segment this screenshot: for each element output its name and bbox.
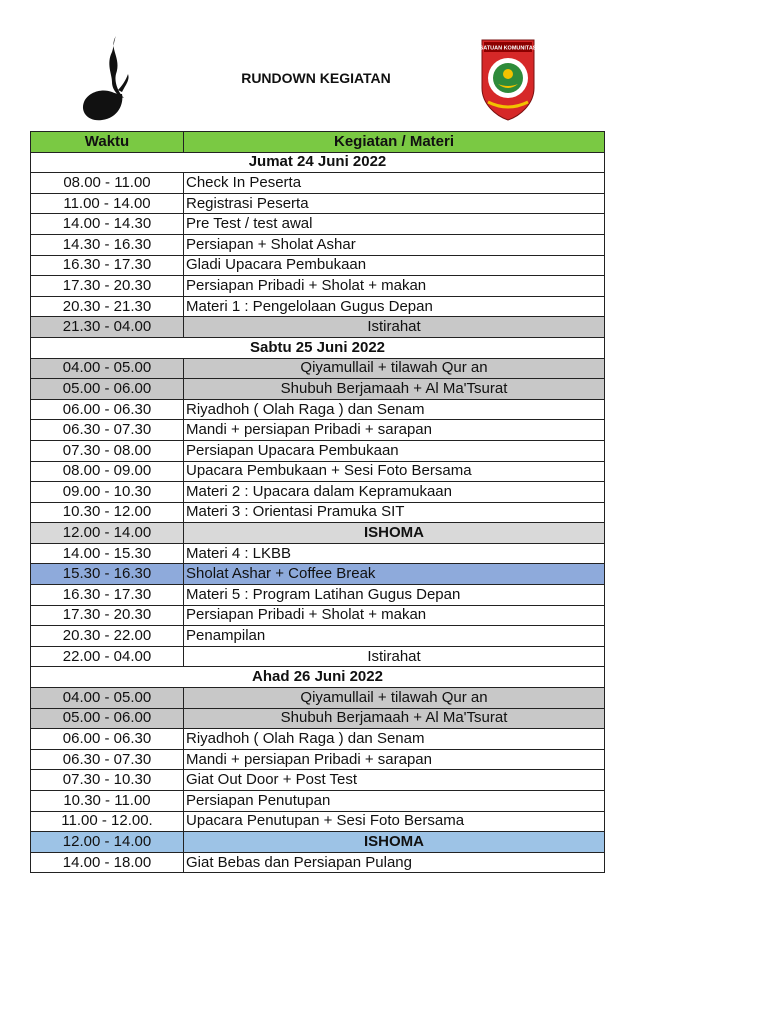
activity-cell: Persiapan Pribadi + Sholat + makan: [184, 276, 605, 297]
activity-cell: Gladi Upacara Pembukaan: [184, 255, 605, 276]
activity-cell: Materi 4 : LKBB: [184, 543, 605, 564]
activity-cell: Pre Test / test awal: [184, 214, 605, 235]
document-title: RUNDOWN KEGIATAN: [241, 70, 391, 86]
time-cell: 06.30 - 07.30: [31, 749, 184, 770]
time-cell: 12.00 - 14.00: [31, 832, 184, 853]
table-row: [31, 811, 605, 832]
time-cell: 08.00 - 11.00: [31, 173, 184, 194]
column-header-waktu: Waktu: [31, 132, 184, 153]
table-row: [31, 193, 605, 214]
time-cell: 11.00 - 14.00: [31, 193, 184, 214]
table-row: [31, 173, 605, 194]
time-cell: 10.30 - 11.00: [31, 791, 184, 812]
table-row: [31, 461, 605, 482]
time-cell: 14.30 - 16.30: [31, 234, 184, 255]
table-row: [31, 832, 605, 853]
time-cell: 11.00 - 12.00.: [31, 811, 184, 832]
activity-cell: Giat Out Door + Post Test: [184, 770, 605, 791]
activity-cell: Materi 2 : Upacara dalam Kepramukaan: [184, 482, 605, 503]
time-cell: 17.30 - 20.30: [31, 605, 184, 626]
table-row: [31, 626, 605, 647]
activity-cell: Istirahat: [184, 317, 605, 338]
activity-cell: Mandi + persiapan Pribadi + sarapan: [184, 749, 605, 770]
table-row: [31, 688, 605, 709]
scout-tunas-kelapa-logo: [78, 34, 130, 122]
day-label: Sabtu 25 Juni 2022: [31, 337, 605, 358]
activity-cell: Materi 1 : Pengelolaan Gugus Depan: [184, 296, 605, 317]
time-cell: 16.30 - 17.30: [31, 585, 184, 606]
activity-cell: Giat Bebas dan Persiapan Pulang: [184, 852, 605, 873]
activity-cell: Qiyamullail + tilawah Qur an: [184, 358, 605, 379]
table-row: [31, 276, 605, 297]
activity-cell: Materi 3 : Orientasi Pramuka SIT: [184, 502, 605, 523]
table-body: [31, 152, 605, 873]
table-row: [31, 317, 605, 338]
activity-cell: Persiapan Upacara Pembukaan: [184, 440, 605, 461]
table-row: [31, 852, 605, 873]
table-row: [31, 255, 605, 276]
table-row: [31, 708, 605, 729]
activity-cell: Riyadhoh ( Olah Raga ) dan Senam: [184, 399, 605, 420]
time-cell: 22.00 - 04.00: [31, 646, 184, 667]
time-cell: 14.00 - 15.30: [31, 543, 184, 564]
time-cell: 21.30 - 04.00: [31, 317, 184, 338]
activity-cell: Mandi + persiapan Pribadi + sarapan: [184, 420, 605, 441]
crest-banner-text: SATUAN KOMUNITAS: [479, 45, 537, 52]
activity-cell: Riyadhoh ( Olah Raga ) dan Senam: [184, 729, 605, 750]
table-row: [31, 420, 605, 441]
time-cell: 06.00 - 06.30: [31, 729, 184, 750]
activity-cell: ISHOMA: [184, 832, 605, 853]
table-row: [31, 399, 605, 420]
time-cell: 12.00 - 14.00: [31, 523, 184, 544]
time-cell: 07.30 - 08.00: [31, 440, 184, 461]
rundown-table: [30, 131, 605, 873]
table-row: [31, 502, 605, 523]
day-header-row: [31, 667, 605, 688]
activity-cell: Istirahat: [184, 646, 605, 667]
satuan-komunitas-crest-logo: [468, 36, 548, 122]
time-cell: 14.00 - 14.30: [31, 214, 184, 235]
time-cell: 08.00 - 09.00: [31, 461, 184, 482]
time-cell: 09.00 - 10.30: [31, 482, 184, 503]
activity-cell: Sholat Ashar + Coffee Break: [184, 564, 605, 585]
time-cell: 04.00 - 05.00: [31, 358, 184, 379]
day-label: Ahad 26 Juni 2022: [31, 667, 605, 688]
activity-cell: Penampilan: [184, 626, 605, 647]
table-row: [31, 523, 605, 544]
table-row: [31, 358, 605, 379]
time-cell: 10.30 - 12.00: [31, 502, 184, 523]
activity-cell: Upacara Pembukaan + Sesi Foto Bersama: [184, 461, 605, 482]
day-header-row: [31, 337, 605, 358]
time-cell: 05.00 - 06.00: [31, 708, 184, 729]
table-row: [31, 564, 605, 585]
column-header-kegiatan: Kegiatan / Materi: [184, 132, 605, 153]
table-row: [31, 543, 605, 564]
activity-cell: Shubuh Berjamaah + Al Ma'Tsurat: [184, 379, 605, 400]
activity-cell: Persiapan + Sholat Ashar: [184, 234, 605, 255]
time-cell: 16.30 - 17.30: [31, 255, 184, 276]
time-cell: 15.30 - 16.30: [31, 564, 184, 585]
activity-cell: Upacara Penutupan + Sesi Foto Bersama: [184, 811, 605, 832]
table-row: [31, 770, 605, 791]
table-row: [31, 440, 605, 461]
table-header-row: [31, 132, 605, 153]
time-cell: 07.30 - 10.30: [31, 770, 184, 791]
activity-cell: Registrasi Peserta: [184, 193, 605, 214]
table-row: [31, 605, 605, 626]
table-row: [31, 379, 605, 400]
time-cell: 14.00 - 18.00: [31, 852, 184, 873]
time-cell: 06.30 - 07.30: [31, 420, 184, 441]
time-cell: 20.30 - 22.00: [31, 626, 184, 647]
table-row: [31, 214, 605, 235]
time-cell: 20.30 - 21.30: [31, 296, 184, 317]
activity-cell: Qiyamullail + tilawah Qur an: [184, 688, 605, 709]
day-label: Jumat 24 Juni 2022: [31, 152, 605, 173]
time-cell: 05.00 - 06.00: [31, 379, 184, 400]
activity-cell: Shubuh Berjamaah + Al Ma'Tsurat: [184, 708, 605, 729]
activity-cell: ISHOMA: [184, 523, 605, 544]
activity-cell: Check In Peserta: [184, 173, 605, 194]
table-row: [31, 791, 605, 812]
table-row: [31, 749, 605, 770]
table-row: [31, 729, 605, 750]
time-cell: 17.30 - 20.30: [31, 276, 184, 297]
table-row: [31, 646, 605, 667]
table-row: [31, 296, 605, 317]
table-row: [31, 482, 605, 503]
activity-cell: Persiapan Penutupan: [184, 791, 605, 812]
activity-cell: Materi 5 : Program Latihan Gugus Depan: [184, 585, 605, 606]
time-cell: 04.00 - 05.00: [31, 688, 184, 709]
table-row: [31, 234, 605, 255]
day-header-row: [31, 152, 605, 173]
time-cell: 06.00 - 06.30: [31, 399, 184, 420]
activity-cell: Persiapan Pribadi + Sholat + makan: [184, 605, 605, 626]
table-row: [31, 585, 605, 606]
